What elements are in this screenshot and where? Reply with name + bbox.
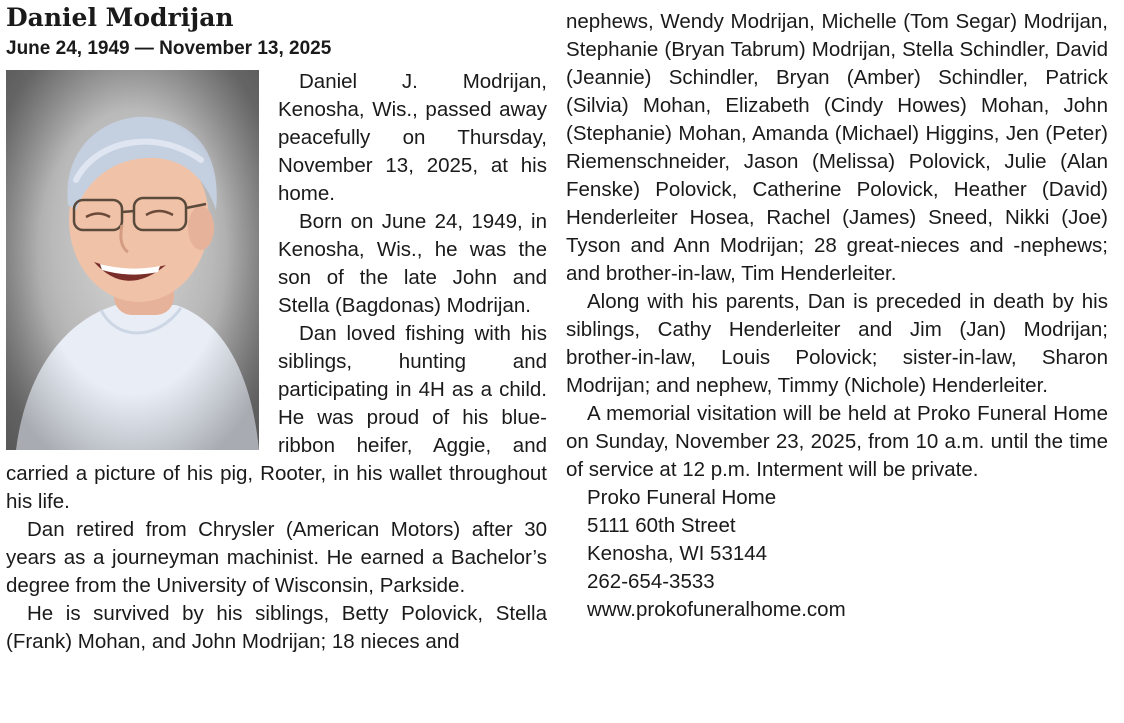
paragraph-intro: Daniel J. Modrijan, Kenosha, Wis., passed away peacefully on Thursday, November 13, 2025, at his home. [278, 70, 547, 205]
left-column [6, 4, 547, 656]
portrait-illustration [6, 70, 259, 450]
paragraph-career: Dan retired from Chrysler (American Motors) after 30 years as a journeyman machinist. He earned a Bachelor’s degree from the University of Wisconsin, Parkside. [6, 518, 547, 597]
paragraph-survivors-start: He is survived by his siblings, Betty Polovick, Stella (Frank) Mohan, and John Modrijan; 18 nieces and [6, 602, 547, 653]
funeral-home-name: Proko Funeral Home [587, 486, 777, 509]
funeral-home-city: Kenosha, WI 53144 [587, 542, 768, 565]
paragraph-preceded: Along with his parents, Dan is preceded in death by his siblings, Cathy Henderleiter and Jim (Jan) Modrijan; brother-in-law, Louis Polovick; sister-in-law, Sharon Modrijan; and nephew, Timmy (Nichole) Henderleiter. [566, 290, 1108, 397]
funeral-home-street: 5111 60th Street [587, 514, 736, 537]
right-column [566, 8, 1108, 624]
obituary-dates: June 24, 1949 — November 13, 2025 [6, 38, 332, 59]
funeral-home-phone: 262-654-3533 [587, 570, 715, 593]
paragraph-hobbies: Dan loved fishing with his siblings, hunting and participating in 4H as a child. He was proud of his blue-ribbon heifer, Aggie, and carried a picture of his pig, Rooter, in his wallet throughout his life. [6, 322, 547, 513]
paragraph-birth: Born on June 24, 1949, in Kenosha, Wis., he was the son of the late John and Stella (Bagdonas) Modrijan. [278, 210, 547, 317]
obituary-name: Daniel Modrijan [6, 3, 234, 32]
funeral-home-website: www.prokofuneralhome.com [587, 598, 846, 621]
paragraph-visitation: A memorial visitation will be held at Proko Funeral Home on Sunday, November 23, 2025, from 10 a.m. until the time of service at 12 p.m. Interment will be private. [566, 402, 1108, 481]
portrait-photo [6, 70, 259, 450]
paragraph-survivors-continued: nephews, Wendy Modrijan, Michelle (Tom Segar) Modrijan, Stephanie (Bryan Tabrum) Modrijan, Stella Schindler, David (Jeannie) Schindler, Bryan (Amber) Schindler, Patrick (Silvia) Mohan, Elizabeth (Cindy Howes) Mohan, John (Stephanie) Mohan, Amanda (Michael) Higgins, Jen (Peter) Riemenschneider, Jason (Melissa) Polovick, Julie (Alan Fenske) Polovick, Catherine Polovick, Heather (David) Henderleiter Hosea, Rachel (James) Sneed, Nikki (Joe) Tyson and Ann Modrijan; 28 great-nieces and -nephews; and brother-in-law, Tim Henderleiter. [566, 10, 1108, 285]
funeral-home-address [566, 484, 1108, 624]
